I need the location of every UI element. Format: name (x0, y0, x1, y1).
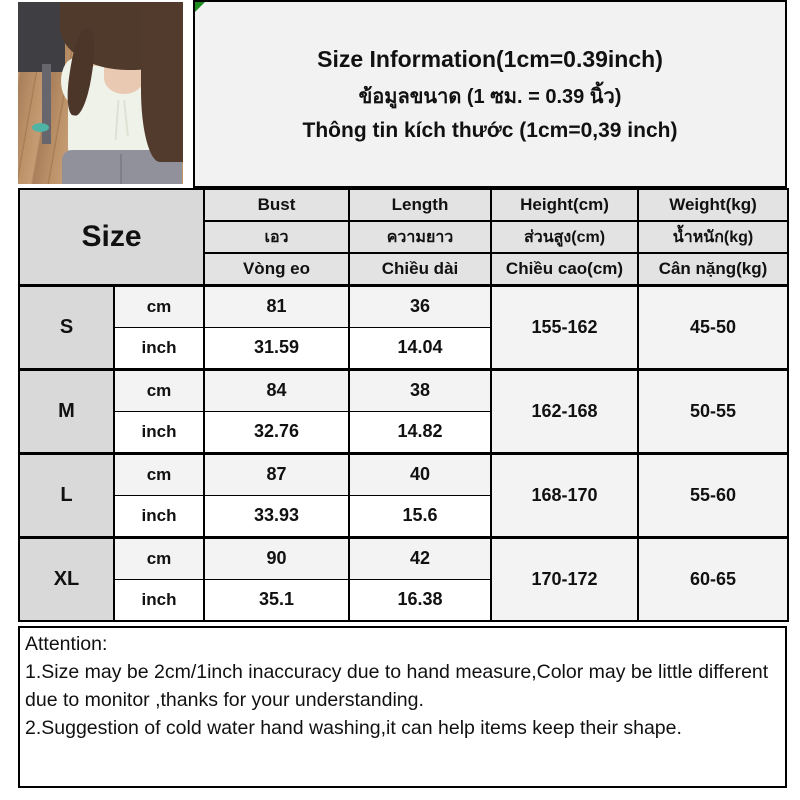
col-header-weight-en: Weight(kg) (638, 189, 788, 221)
weight-range-m: 50-55 (638, 369, 788, 453)
col-header-height-en: Height(cm) (491, 189, 638, 221)
title-english: Size Information(1cm=0.39inch) (317, 45, 663, 72)
attention-note-1: 1.Size may be 2cm/1inch inaccuracy due to hand measure,Color may be little different due to monitor ,thanks for your understanding. (25, 661, 769, 711)
header-row-english (19, 189, 788, 221)
height-range-s: 155-162 (491, 285, 638, 369)
product-photo (18, 2, 183, 184)
col-header-height-th: ส่วนสูง(cm) (491, 221, 638, 253)
length-cm-l: 40 (349, 453, 491, 495)
photo-rack-pole (42, 64, 51, 144)
photo-floor-sticker (32, 123, 49, 132)
col-header-bust-en: Bust (204, 189, 349, 221)
col-header-weight-vi: Cân nặng(kg) (638, 253, 788, 285)
bust-inch-xl: 35.1 (204, 579, 349, 621)
attention-box (18, 626, 787, 788)
col-header-height-vi: Chiều cao(cm) (491, 253, 638, 285)
unit-label-cm: cm (114, 537, 204, 579)
bust-inch-m: 32.76 (204, 411, 349, 453)
length-inch-m: 14.82 (349, 411, 491, 453)
weight-range-l: 55-60 (638, 453, 788, 537)
table-row (19, 453, 788, 495)
size-label-xl: XL (19, 537, 114, 621)
title-thai: ข้อมูลขนาด (1 ซม. = 0.39 นิ้ว) (358, 85, 622, 108)
weight-range-s: 45-50 (638, 285, 788, 369)
bust-inch-l: 33.93 (204, 495, 349, 537)
attention-heading: Attention: (25, 633, 108, 655)
photo-model-hair-side (141, 2, 183, 162)
unit-label-cm: cm (114, 285, 204, 327)
length-inch-l: 15.6 (349, 495, 491, 537)
green-corner-marker-icon (195, 2, 205, 12)
unit-label-cm: cm (114, 369, 204, 411)
bust-cm-s: 81 (204, 285, 349, 327)
height-range-m: 162-168 (491, 369, 638, 453)
length-inch-xl: 16.38 (349, 579, 491, 621)
height-range-l: 168-170 (491, 453, 638, 537)
title-vietnamese: Thông tin kích thước (1cm=0,39 inch) (302, 118, 678, 142)
size-info-title-box (193, 0, 787, 188)
size-corner-header: Size (19, 189, 204, 285)
photo-background-rack (18, 2, 65, 72)
col-header-weight-th: น้ำหนัก(kg) (638, 221, 788, 253)
unit-label-inch: inch (114, 411, 204, 453)
bust-inch-s: 31.59 (204, 327, 349, 369)
length-cm-xl: 42 (349, 537, 491, 579)
height-range-xl: 170-172 (491, 537, 638, 621)
unit-label-inch: inch (114, 327, 204, 369)
size-table (18, 188, 789, 622)
col-header-length-th: ความยาว (349, 221, 491, 253)
table-row (19, 537, 788, 579)
col-header-length-en: Length (349, 189, 491, 221)
bust-cm-xl: 90 (204, 537, 349, 579)
unit-label-inch: inch (114, 579, 204, 621)
table-row (19, 369, 788, 411)
col-header-bust-th: เอว (204, 221, 349, 253)
unit-label-inch: inch (114, 495, 204, 537)
unit-label-cm: cm (114, 453, 204, 495)
attention-note-2: 2.Suggestion of cold water hand washing,it can help items keep their shape. (25, 717, 682, 739)
weight-range-xl: 60-65 (638, 537, 788, 621)
bust-cm-l: 87 (204, 453, 349, 495)
size-label-s: S (19, 285, 114, 369)
col-header-length-vi: Chiều dài (349, 253, 491, 285)
length-cm-s: 36 (349, 285, 491, 327)
length-cm-m: 38 (349, 369, 491, 411)
size-label-m: M (19, 369, 114, 453)
table-row (19, 285, 788, 327)
length-inch-s: 14.04 (349, 327, 491, 369)
bust-cm-m: 84 (204, 369, 349, 411)
col-header-bust-vi: Vòng eo (204, 253, 349, 285)
size-label-l: L (19, 453, 114, 537)
